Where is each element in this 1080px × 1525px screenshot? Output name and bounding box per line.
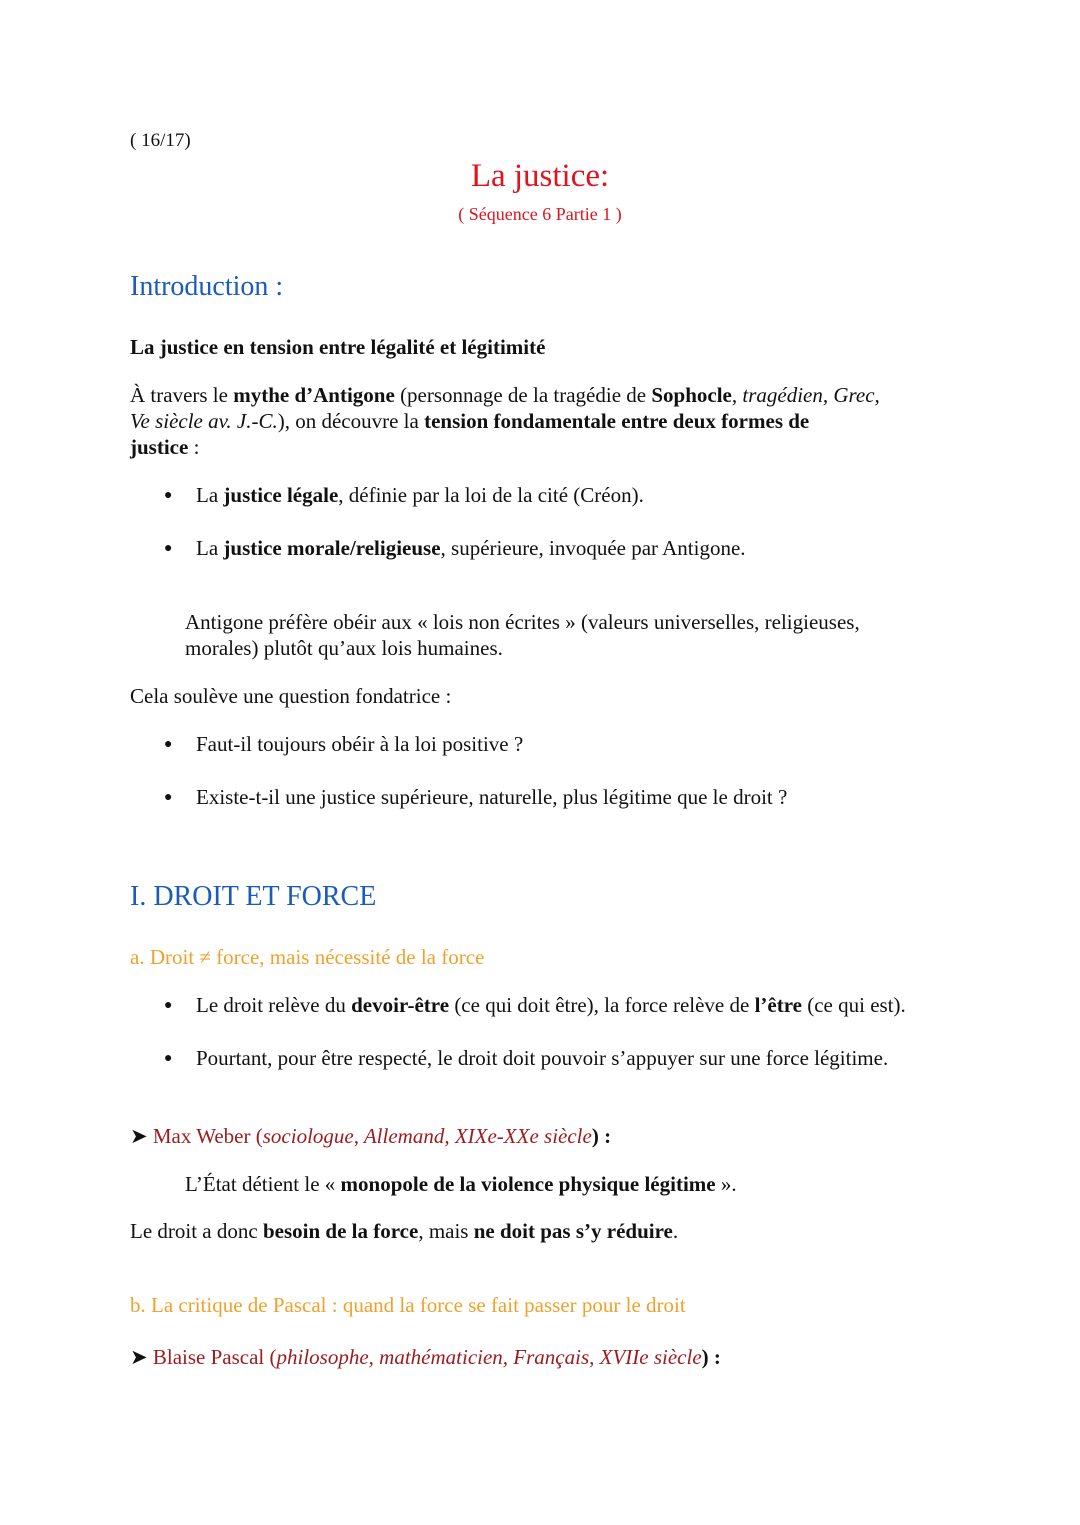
text-line — [164, 482, 644, 508]
text-line — [130, 879, 376, 915]
text-line — [0, 155, 1080, 198]
text-segment: tension fondamentale entre deux formes de — [424, 409, 810, 433]
bullet-icon: ● — [164, 998, 173, 1013]
text-line — [164, 784, 788, 810]
text-segment: , mais — [418, 1219, 474, 1243]
bullet-icon: ● — [164, 790, 173, 805]
text-segment: Le droit a donc — [130, 1219, 263, 1243]
text-segment: monopole de la violence physique légitime — [340, 1172, 716, 1196]
text-segment: (personnage de la tragédie de — [394, 383, 652, 407]
text-line — [130, 408, 809, 434]
text-segment: ), on découvre la — [277, 409, 425, 433]
text-segment: , supérieure, invoquée par Antigone. — [440, 536, 746, 560]
text-segment: , définie par la loi de la cité (Créon). — [338, 483, 644, 507]
text-line — [130, 683, 451, 709]
text-segment: Cela soulève une question fondatrice : — [130, 684, 452, 708]
bullet-icon: ● — [164, 488, 173, 503]
text-line — [130, 1218, 678, 1244]
text-segment: mythe d’Antigone — [233, 383, 395, 407]
text-segment: À travers le — [130, 383, 234, 407]
text-line — [130, 334, 545, 360]
text-line — [185, 1171, 737, 1197]
text-segment: ne doit pas s’y réduire — [473, 1219, 673, 1243]
text-line — [130, 128, 191, 153]
text-segment: , — [731, 383, 743, 407]
text-line — [130, 1292, 686, 1319]
text-segment: La justice en tension entre légalité et légitimité — [130, 335, 546, 359]
text-segment: justice légale — [223, 483, 339, 507]
text-segment: besoin de la force — [262, 1219, 419, 1243]
text-segment: Sophocle — [651, 383, 732, 407]
text-segment: morales) plutôt qu’aux lois humaines. — [185, 636, 503, 660]
text-segment: a. Droit ≠ force, mais nécessité de la force — [130, 945, 485, 969]
text-segment: ) : — [701, 1345, 721, 1369]
text-line — [185, 635, 503, 661]
text-segment: I. DROIT ET FORCE — [130, 881, 377, 912]
text-segment: ( 16/17) — [130, 130, 191, 151]
text-segment: justice — [130, 435, 189, 459]
bullet-icon: ● — [164, 541, 173, 556]
text-segment: (ce qui est). — [801, 993, 906, 1017]
text-line — [130, 1123, 611, 1149]
text-segment: Antigone préfère obéir aux « lois non écrites » (valeurs universelles, religieuses, — [185, 610, 860, 634]
text-segment: Le droit relève du — [196, 993, 352, 1017]
text-segment: ) : — [591, 1124, 612, 1148]
text-segment: La — [196, 483, 224, 507]
text-segment: b. La critique de Pascal : quand la force se fait passer pour le droit — [130, 1293, 686, 1317]
text-segment: tragédien, Grec, — [742, 383, 880, 407]
text-segment: justice morale/religieuse — [223, 536, 441, 560]
text-segment: Faut-il toujours obéir à la loi positive ? — [196, 732, 524, 756]
text-segment: Max Weber ( — [152, 1124, 263, 1148]
text-segment: ( Séquence 6 Partie 1 ) — [458, 204, 622, 224]
text-segment: sociologue, Allemand, XIXe-XXe siècle — [262, 1124, 592, 1148]
text-line — [164, 731, 524, 757]
bullet-icon: ● — [164, 1051, 173, 1066]
bullet-icon: ● — [164, 737, 173, 752]
text-segment: Pourtant, pour être respecté, le droit doit pouvoir s’appuyer sur une force légitime. — [196, 1046, 889, 1070]
text-line — [0, 203, 1080, 226]
text-segment: L’État détient le « — [185, 1172, 341, 1196]
text-line — [164, 1045, 889, 1071]
text-segment: La — [196, 536, 224, 560]
text-segment: Blaise Pascal ( — [152, 1345, 277, 1369]
text-segment: . — [672, 1219, 679, 1243]
text-segment: (ce qui doit être), la force relève de — [449, 993, 755, 1017]
text-segment: devoir-être — [351, 993, 450, 1017]
text-segment: l’être — [754, 993, 802, 1017]
text-line — [185, 609, 860, 635]
text-segment: La justice: — [470, 158, 610, 194]
text-segment: Ve siècle av. J.-C. — [130, 409, 278, 433]
text-line — [130, 944, 484, 971]
text-line — [130, 434, 199, 460]
text-segment: ➤ — [130, 1124, 153, 1148]
text-line — [130, 1344, 721, 1370]
text-line — [164, 535, 746, 561]
text-segment: : — [188, 435, 200, 459]
text-segment: ». — [715, 1172, 737, 1196]
text-segment: Introduction : — [130, 271, 284, 302]
text-line — [130, 269, 283, 305]
text-line — [164, 992, 906, 1018]
text-segment: ➤ — [130, 1345, 153, 1369]
text-segment: philosophe, mathématicien, Français, XVIIe siècle — [276, 1345, 702, 1369]
text-segment: Existe-t-il une justice supérieure, naturelle, plus légitime que le droit ? — [196, 785, 788, 809]
text-line — [130, 382, 880, 408]
